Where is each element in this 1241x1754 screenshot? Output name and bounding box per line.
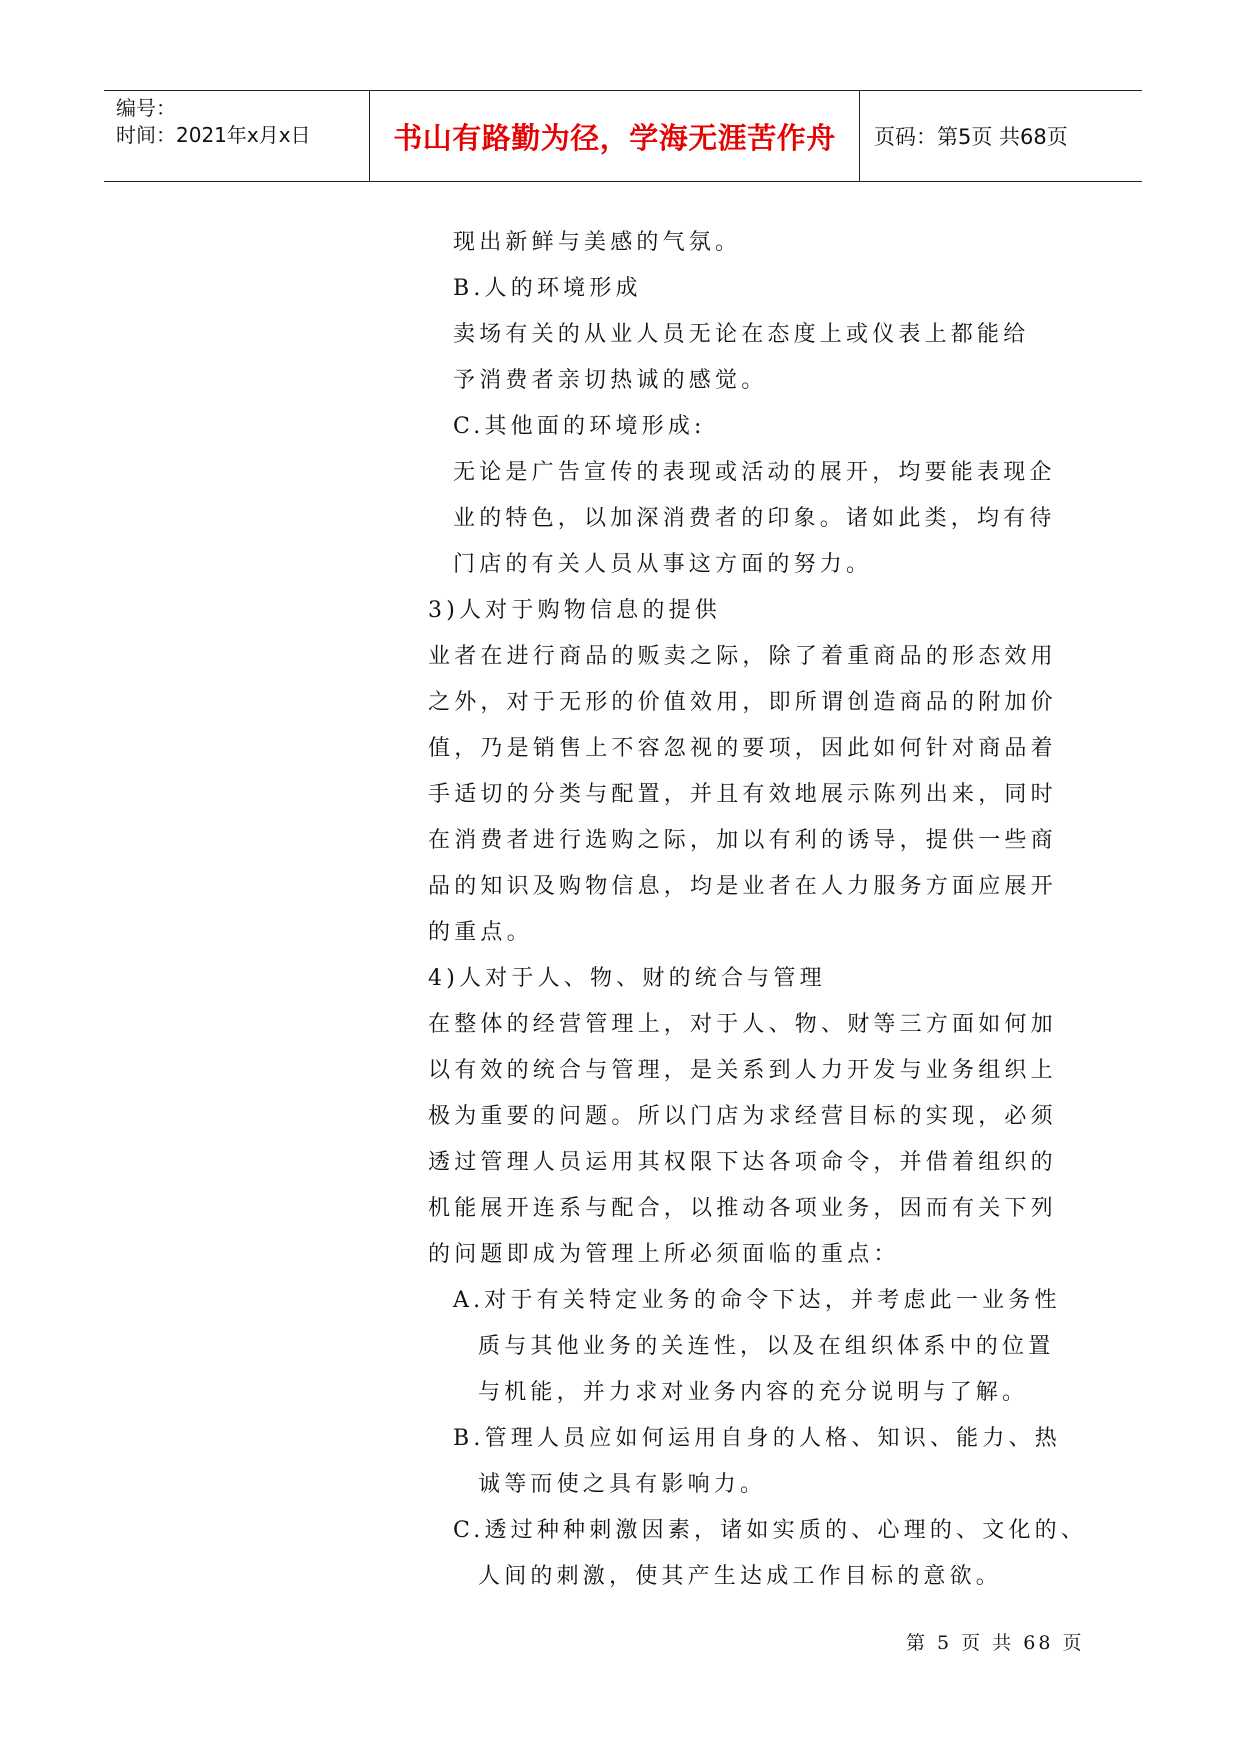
body-line: 手适切的分类与配置，并且有效地展示陈列出来，同时	[428, 782, 1057, 807]
page-header	[104, 90, 1142, 182]
time-label: 时间：2021年x月x日	[116, 123, 311, 147]
section-heading: 3)人对于购物信息的提供	[428, 598, 721, 623]
body-line: 无论是广告宣传的表现或活动的展开，均要能表现企	[453, 460, 1056, 485]
body-line: 业的特色，以加深消费者的印象。诸如此类，均有待	[453, 506, 1056, 531]
header-motto-cell	[370, 91, 860, 181]
number-label: 编号：	[116, 96, 176, 120]
page-footer: 第 5 页 共 68 页	[906, 1632, 1085, 1654]
list-item-line: C.透过种种刺激因素，诸如实质的、心理的、文化的、	[453, 1518, 1088, 1543]
body-line: B.人的环境形成	[453, 276, 642, 301]
body-line: 业者在进行商品的贩卖之际，除了着重商品的形态效用	[428, 644, 1057, 669]
body-line: 现出新鲜与美感的气氛。	[453, 230, 742, 255]
body-line: 在整体的经营管理上，对于人、物、财等三方面如何加	[428, 1012, 1057, 1037]
list-item-line: 人间的刺激，使其产生达成工作目标的意欲。	[478, 1564, 1003, 1589]
body-line: 值，乃是销售上不容忽视的要项，因此如何针对商品着	[428, 736, 1057, 761]
body-line: 的问题即成为管理上所必须面临的重点：	[428, 1242, 900, 1267]
body-line: 在消费者进行选购之际，加以有利的诱导，提供一些商	[428, 828, 1057, 853]
document-body	[428, 220, 1088, 1600]
section-heading: 4)人对于人、物、财的统合与管理	[428, 966, 826, 991]
body-line: 机能展开连系与配合，以推动各项业务，因而有关下列	[428, 1196, 1057, 1221]
list-item-line: 诚等而使之具有影响力。	[478, 1472, 767, 1497]
body-line: 之外，对于无形的价值效用，即所谓创造商品的附加价	[428, 690, 1057, 715]
motto-text: 书山有路勤为径，学海无涯苦作舟	[393, 120, 836, 155]
body-line: 透过管理人员运用其权限下达各项命令，并借着组织的	[428, 1150, 1057, 1175]
page-info: 页码：第5页 共68页	[874, 125, 1068, 149]
body-line: 予消费者亲切热诚的感觉。	[453, 368, 768, 393]
body-line: 品的知识及购物信息，均是业者在人力服务方面应展开	[428, 874, 1057, 899]
body-line: 卖场有关的从业人员无论在态度上或仪表上都能给	[453, 322, 1030, 347]
list-item-line: A.对于有关特定业务的命令下达，并考虑此一业务性	[453, 1288, 1061, 1313]
body-line: 极为重要的问题。所以门店为求经营目标的实现，必须	[428, 1104, 1057, 1129]
list-item-line: B.管理人员应如何运用自身的人格、知识、能力、热	[453, 1426, 1061, 1451]
body-line: 的重点。	[428, 920, 533, 945]
header-page-cell	[860, 91, 1142, 181]
body-line: C.其他面的环境形成:	[453, 414, 706, 439]
header-meta-cell	[104, 91, 370, 181]
list-item-line: 与机能，并力求对业务内容的充分说明与了解。	[478, 1380, 1029, 1405]
body-line: 门店的有关人员从事这方面的努力。	[453, 552, 873, 577]
body-line: 以有效的统合与管理，是关系到人力开发与业务组织上	[428, 1058, 1057, 1083]
list-item-line: 质与其他业务的关连性，以及在组织体系中的位置	[478, 1334, 1055, 1359]
